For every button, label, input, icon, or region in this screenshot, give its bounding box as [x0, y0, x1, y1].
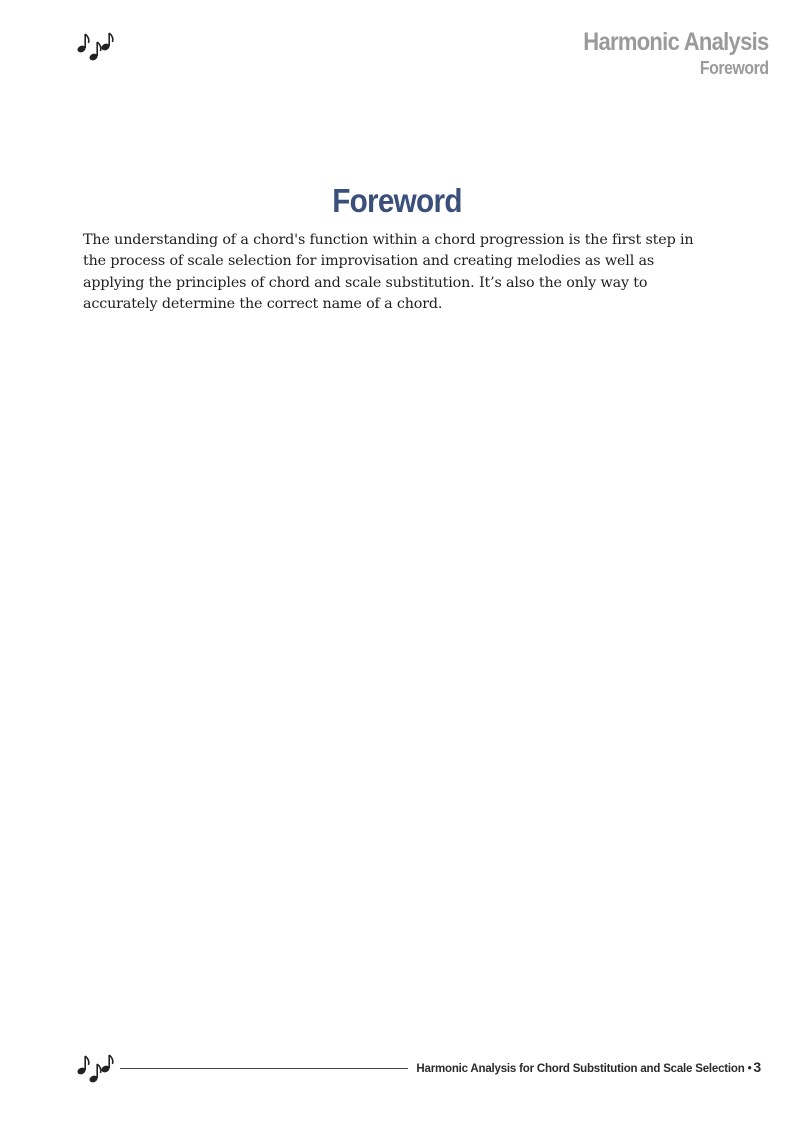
music-notes-icon [74, 30, 118, 66]
music-notes-icon [74, 1052, 118, 1088]
body-paragraph: The understanding of a chord's function within a chord progression is the first step in the process of scale selection for improvisation and creating melodies as well as applying the principles of chord and scale substitution. It’s also the only way to accurately determine the correct name of a chord. [83, 232, 694, 313]
footer-bullet: • [747, 1063, 752, 1075]
footer [416, 1058, 761, 1078]
page-title [0, 181, 794, 221]
footer-divider [120, 1068, 408, 1069]
page-title-text: Foreword [332, 182, 462, 219]
page-number: 3 [753, 1059, 761, 1075]
running-header [558, 27, 769, 79]
header-title: Harmonic Analysis [583, 28, 769, 56]
footer-title: Harmonic Analysis for Chord Substitution and Scale Selection [416, 1063, 745, 1075]
header-subtitle: Foreword [700, 58, 769, 78]
